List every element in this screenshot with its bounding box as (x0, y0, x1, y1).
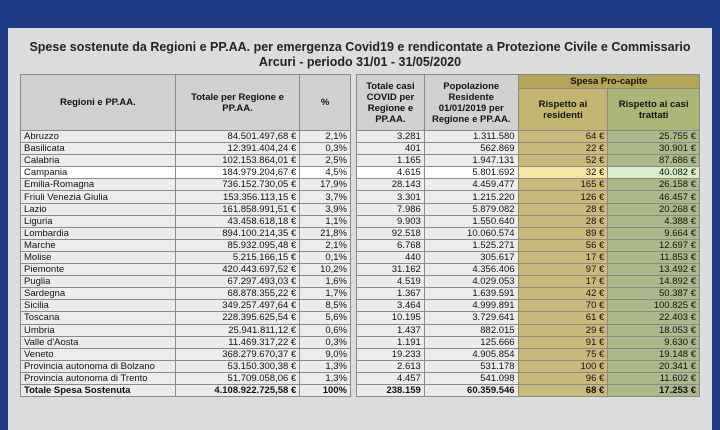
region-name: Liguria (21, 215, 176, 227)
region-per-case: 17.253 € (608, 384, 700, 396)
region-total: 894.100.214,35 € (175, 227, 299, 239)
region-percent: 0,3% (300, 143, 351, 155)
region-per-case: 18.053 € (608, 324, 700, 336)
region-cases: 4.519 (357, 276, 425, 288)
region-population: 4.459.477 (424, 179, 518, 191)
region-name: Campania (21, 167, 176, 179)
table-row (357, 203, 700, 215)
region-total: 84.501.497,68 € (175, 131, 299, 143)
region-cases: 7.986 (357, 203, 425, 215)
region-cases: 10.195 (357, 312, 425, 324)
region-total: 53.150.300,38 € (175, 360, 299, 372)
table-row (21, 360, 351, 372)
table-row (21, 288, 351, 300)
region-total: 368.279.670,37 € (175, 348, 299, 360)
region-population: 541.098 (424, 372, 518, 384)
table-row (21, 348, 351, 360)
header-procapite: Spesa Pro-capite (518, 75, 699, 89)
region-cases: 440 (357, 251, 425, 263)
table-row (357, 227, 700, 239)
region-per-case: 20.341 € (608, 360, 700, 372)
region-name: Provincia autonoma di Bolzano (21, 360, 176, 372)
region-population: 5.801.692 (424, 167, 518, 179)
region-cases: 2.613 (357, 360, 425, 372)
region-total: 153.356.113,15 € (175, 191, 299, 203)
region-cases: 6.768 (357, 239, 425, 251)
table-row (357, 336, 700, 348)
region-total: 184.979.204,67 € (175, 167, 299, 179)
region-percent: 1,3% (300, 360, 351, 372)
region-total: 68.878.355,22 € (175, 288, 299, 300)
table-row (357, 167, 700, 179)
region-percent: 21,8% (300, 227, 351, 239)
region-name: Lazio (21, 203, 176, 215)
region-percent: 1,6% (300, 276, 351, 288)
region-per-resident: 61 € (518, 312, 608, 324)
region-name: Marche (21, 239, 176, 251)
region-percent: 10,2% (300, 264, 351, 276)
region-percent: 3,7% (300, 191, 351, 203)
region-cases: 3.281 (357, 131, 425, 143)
region-population: 1.947.131 (424, 155, 518, 167)
region-population: 882.015 (424, 324, 518, 336)
region-per-case: 9.664 € (608, 227, 700, 239)
region-per-case: 20.268 € (608, 203, 700, 215)
region-per-resident: 89 € (518, 227, 608, 239)
region-name: Provincia autonoma di Trento (21, 372, 176, 384)
table-row (357, 215, 700, 227)
region-population: 4.905.854 (424, 348, 518, 360)
table-row (21, 143, 351, 155)
region-name: Molise (21, 251, 176, 263)
region-percent: 3,9% (300, 203, 351, 215)
table-row (21, 203, 351, 215)
region-name: Piemonte (21, 264, 176, 276)
table-row (357, 191, 700, 203)
region-per-case: 4.388 € (608, 215, 700, 227)
region-percent: 0,6% (300, 324, 351, 336)
table-row (21, 276, 351, 288)
header-population: Popolazione Residente 01/01/2019 per Regione e PP.AA. (424, 75, 518, 131)
region-name: Totale Spesa Sostenuta (21, 384, 176, 396)
region-per-case: 46.457 € (608, 191, 700, 203)
region-cases: 1.191 (357, 336, 425, 348)
header-cases: Totale casi COVID per Regione e PP.AA. (357, 75, 425, 131)
region-per-case: 26.158 € (608, 179, 700, 191)
table-row (21, 239, 351, 251)
region-total: 12.391.404,24 € (175, 143, 299, 155)
region-cases: 401 (357, 143, 425, 155)
region-total: 67.297.493,03 € (175, 276, 299, 288)
region-population: 305.617 (424, 251, 518, 263)
region-per-resident: 96 € (518, 372, 608, 384)
region-per-resident: 29 € (518, 324, 608, 336)
region-total: 161.858.991,51 € (175, 203, 299, 215)
table-row (21, 312, 351, 324)
region-cases: 238.159 (357, 384, 425, 396)
region-percent: 5,6% (300, 312, 351, 324)
region-per-resident: 56 € (518, 239, 608, 251)
region-name: Calabria (21, 155, 176, 167)
region-percent: 1,1% (300, 215, 351, 227)
table-row (357, 312, 700, 324)
regional-spending-table (20, 74, 351, 397)
region-percent: 17,9% (300, 179, 351, 191)
region-per-case: 25.755 € (608, 131, 700, 143)
region-per-resident: 32 € (518, 167, 608, 179)
table-row (21, 372, 351, 384)
region-per-resident: 70 € (518, 300, 608, 312)
region-per-case: 87.686 € (608, 155, 700, 167)
region-percent: 2,1% (300, 239, 351, 251)
region-total: 11.469.317,22 € (175, 336, 299, 348)
table-row (357, 143, 700, 155)
region-cases: 1.165 (357, 155, 425, 167)
region-percent: 2,5% (300, 155, 351, 167)
region-population: 1.550.640 (424, 215, 518, 227)
region-per-resident: 165 € (518, 179, 608, 191)
region-percent: 1,7% (300, 288, 351, 300)
per-capita-table (356, 74, 700, 397)
table-row (357, 179, 700, 191)
region-per-case: 19.148 € (608, 348, 700, 360)
region-population: 4.029.053 (424, 276, 518, 288)
table-row (21, 300, 351, 312)
region-per-resident: 52 € (518, 155, 608, 167)
table-row (21, 227, 351, 239)
region-name: Sardegna (21, 288, 176, 300)
region-per-resident: 75 € (518, 348, 608, 360)
table-row (21, 155, 351, 167)
region-population: 562.869 (424, 143, 518, 155)
table-row (21, 264, 351, 276)
region-per-case: 12.697 € (608, 239, 700, 251)
table-row (357, 276, 700, 288)
region-cases: 1.367 (357, 288, 425, 300)
region-total: 51.709.058,06 € (175, 372, 299, 384)
region-per-case: 100.825 € (608, 300, 700, 312)
region-name: Basilicata (21, 143, 176, 155)
region-per-case: 30.901 € (608, 143, 700, 155)
region-cases: 3.464 (357, 300, 425, 312)
region-per-resident: 64 € (518, 131, 608, 143)
region-per-case: 22.403 € (608, 312, 700, 324)
region-total: 349.257.497,64 € (175, 300, 299, 312)
region-total: 228.395.625,54 € (175, 312, 299, 324)
region-population: 1.525.271 (424, 239, 518, 251)
region-name: Sicilia (21, 300, 176, 312)
region-total: 25.941.811,12 € (175, 324, 299, 336)
table-row (357, 264, 700, 276)
region-per-resident: 17 € (518, 276, 608, 288)
region-percent: 0,1% (300, 251, 351, 263)
header-percent: % (300, 75, 351, 131)
region-per-case: 40.082 € (608, 167, 700, 179)
region-per-case: 50.387 € (608, 288, 700, 300)
region-name: Veneto (21, 348, 176, 360)
table-row (21, 215, 351, 227)
region-cases: 4.457 (357, 372, 425, 384)
table-row (357, 348, 700, 360)
totals-row (357, 384, 700, 396)
table-row (21, 179, 351, 191)
region-percent: 1,3% (300, 372, 351, 384)
region-total: 85.932.095,48 € (175, 239, 299, 251)
region-percent: 2,1% (300, 131, 351, 143)
region-population: 4.999.891 (424, 300, 518, 312)
region-population: 60.359.546 (424, 384, 518, 396)
region-name: Abruzzo (21, 131, 176, 143)
region-total: 43.458.618,18 € (175, 215, 299, 227)
region-population: 5.879.082 (424, 203, 518, 215)
header-per-resident: Rispetto ai residenti (518, 89, 608, 131)
region-cases: 1.437 (357, 324, 425, 336)
region-percent: 100% (300, 384, 351, 396)
region-population: 10.060.574 (424, 227, 518, 239)
region-population: 531.178 (424, 360, 518, 372)
header-per-case: Rispetto ai casi trattati (608, 89, 700, 131)
region-population: 1.215.220 (424, 191, 518, 203)
region-name: Puglia (21, 276, 176, 288)
table-row (357, 131, 700, 143)
region-percent: 0,3% (300, 336, 351, 348)
table-row (357, 155, 700, 167)
document-page (8, 28, 712, 430)
region-percent: 9,0% (300, 348, 351, 360)
region-cases: 9.903 (357, 215, 425, 227)
table-row (21, 191, 351, 203)
region-name: Toscana (21, 312, 176, 324)
region-per-case: 9.630 € (608, 336, 700, 348)
region-per-resident: 22 € (518, 143, 608, 155)
table-row (357, 324, 700, 336)
region-total: 102.153.864,01 € (175, 155, 299, 167)
region-per-resident: 100 € (518, 360, 608, 372)
table-row (357, 239, 700, 251)
region-per-resident: 42 € (518, 288, 608, 300)
header-region: Regioni e PP.AA. (21, 75, 176, 131)
region-per-resident: 28 € (518, 203, 608, 215)
region-population: 3.729.641 (424, 312, 518, 324)
totals-row (21, 384, 351, 396)
table-row (357, 360, 700, 372)
region-per-case: 11.602 € (608, 372, 700, 384)
region-per-case: 14.892 € (608, 276, 700, 288)
region-name: Lombardia (21, 227, 176, 239)
region-cases: 92.518 (357, 227, 425, 239)
region-cases: 3.301 (357, 191, 425, 203)
region-per-resident: 126 € (518, 191, 608, 203)
region-total: 420.443.697,52 € (175, 264, 299, 276)
region-population: 1.639.591 (424, 288, 518, 300)
document-title: Spese sostenute da Regioni e PP.AA. per emergenza Covid19 e rendicontate a Protezione Civile e Commissario Arcuri - periodo 31/01 - 31/05/2020 (29, 40, 691, 69)
region-per-resident: 17 € (518, 251, 608, 263)
region-total: 4.108.922.725,58 € (175, 384, 299, 396)
region-name: Emilia-Romagna (21, 179, 176, 191)
region-per-case: 11.853 € (608, 251, 700, 263)
table-row (21, 167, 351, 179)
region-population: 1.311.580 (424, 131, 518, 143)
region-per-resident: 28 € (518, 215, 608, 227)
region-percent: 8,5% (300, 300, 351, 312)
region-per-case: 13.492 € (608, 264, 700, 276)
region-total: 5.215.166,15 € (175, 251, 299, 263)
table-row (357, 372, 700, 384)
table-row (357, 300, 700, 312)
region-total: 736.152.730,05 € (175, 179, 299, 191)
table-row (21, 336, 351, 348)
header-total: Totale per Regione e PP.AA. (175, 75, 299, 131)
table-row (357, 288, 700, 300)
region-name: Friuli Venezia Giulia (21, 191, 176, 203)
region-cases: 31.162 (357, 264, 425, 276)
region-name: Valle d'Aosta (21, 336, 176, 348)
region-cases: 19.233 (357, 348, 425, 360)
region-population: 125.666 (424, 336, 518, 348)
table-row (21, 131, 351, 143)
region-population: 4.356.406 (424, 264, 518, 276)
region-name: Umbria (21, 324, 176, 336)
region-cases: 28.143 (357, 179, 425, 191)
table-row (21, 324, 351, 336)
region-per-resident: 91 € (518, 336, 608, 348)
region-cases: 4.615 (357, 167, 425, 179)
region-per-resident: 68 € (518, 384, 608, 396)
region-percent: 4,5% (300, 167, 351, 179)
table-row (357, 251, 700, 263)
table-row (21, 251, 351, 263)
region-per-resident: 97 € (518, 264, 608, 276)
